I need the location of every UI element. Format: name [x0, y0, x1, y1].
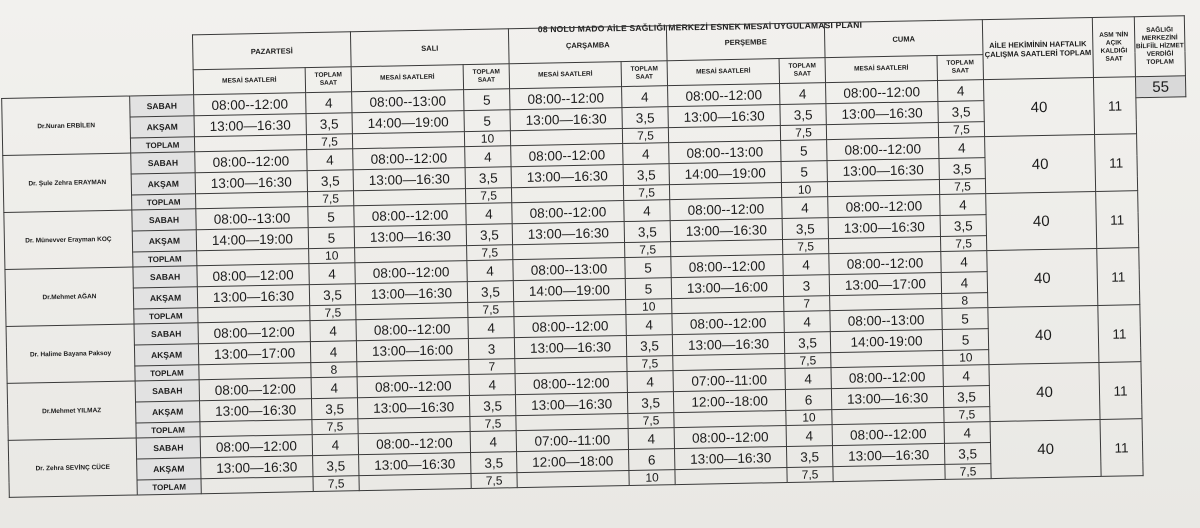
- evening-hours: 13:00—16:30: [672, 332, 784, 355]
- morning-hours: 08:00--12:00: [827, 137, 939, 160]
- day-total: 7,5: [310, 305, 356, 321]
- morning-total: 5: [625, 257, 671, 279]
- morning-total: 4: [470, 431, 516, 453]
- evening-hours: 14:00—19:00: [669, 162, 781, 185]
- evening-hours: 13:00—16:00: [356, 339, 468, 362]
- morning-total: 4: [784, 311, 830, 333]
- asm-hours: 11: [1097, 248, 1140, 306]
- label-evening: AKŞAM: [132, 230, 196, 252]
- day-total: 7,5: [312, 419, 358, 435]
- day-total: 8: [311, 362, 357, 378]
- evening-total: 3,5: [780, 104, 826, 126]
- doctor-name: Dr.Nuran ERBİLEN: [2, 96, 131, 155]
- label-morning: SABAH: [134, 323, 198, 345]
- morning-hours: 08:00--12:00: [511, 144, 623, 167]
- health-total-header: SAĞLIĞI MERKEZİNİ BİLFİİL HİZMET VERDİĞİ TOPLAM: [1134, 16, 1185, 77]
- day-total-blank: [201, 477, 313, 494]
- label-evening: AKŞAM: [131, 173, 195, 195]
- label-total: TOPLAM: [133, 251, 197, 267]
- evening-total: 3,5: [782, 218, 828, 240]
- morning-total: 5: [781, 140, 827, 162]
- day-total: 7,5: [780, 125, 826, 141]
- evening-total: 3,5: [938, 101, 984, 123]
- evening-total: 3,5: [626, 335, 672, 357]
- weekly-total: 40: [983, 78, 1094, 137]
- morning-hours: 08:00--12:00: [674, 425, 786, 448]
- evening-total: 3,5: [624, 221, 670, 243]
- label-evening: AKŞAM: [133, 287, 197, 309]
- evening-total: 5: [464, 110, 510, 132]
- evening-hours: 13:00—16:30: [511, 165, 623, 188]
- morning-hours: 08:00—12:00: [198, 321, 310, 344]
- morning-hours: 08:00--12:00: [358, 432, 470, 455]
- day-total: 10: [464, 131, 510, 147]
- day-header: ÇARŞAMBA: [508, 26, 667, 64]
- morning-total: 4: [941, 251, 987, 273]
- health-total-value: 55: [1135, 76, 1185, 98]
- day-total: 7,5: [625, 242, 671, 258]
- day-total: 10: [781, 182, 827, 198]
- day-total: 7,5: [787, 467, 833, 483]
- evening-hours: 12:00--18:00: [673, 389, 785, 412]
- evening-total: 3,5: [306, 113, 352, 135]
- morning-total: 4: [783, 254, 829, 276]
- doctor-name: Dr. Halime Bayana Paksoy: [6, 324, 135, 383]
- evening-hours: 13:00—16:30: [194, 114, 306, 137]
- morning-total: 5: [308, 206, 354, 228]
- evening-total: 5: [308, 227, 354, 249]
- evening-hours: 13:00—16:30: [353, 168, 465, 191]
- day-total: 7,5: [308, 191, 354, 207]
- morning-hours: 08:00--12:00: [354, 204, 466, 227]
- evening-total: 6: [629, 449, 675, 471]
- doctor-name: Dr.Mehmet AĞAN: [5, 267, 134, 326]
- schedule-body: [1, 16, 1194, 498]
- morning-hours: 08:00--13:00: [352, 90, 464, 113]
- health-empty: [1136, 118, 1186, 134]
- evening-hours: 13:00—17:00: [829, 272, 941, 295]
- evening-total: 3,5: [944, 443, 990, 465]
- day-total: 7: [469, 359, 515, 375]
- asm-hours: 11: [1096, 191, 1139, 249]
- evening-total: 3,5: [309, 284, 355, 306]
- morning-hours: 08:00—12:00: [199, 378, 311, 401]
- day-total: 7,5: [945, 464, 991, 480]
- evening-total: 3,5: [627, 392, 673, 414]
- evening-hours: 13:00—16:30: [357, 396, 469, 419]
- corner-cell: [1, 35, 194, 99]
- morning-total: 4: [938, 80, 984, 102]
- evening-hours: 14:00—19:00: [196, 228, 308, 251]
- day-total: 8: [942, 293, 988, 309]
- total-subheader: TOPLAM SAAT: [305, 67, 351, 93]
- label-morning: SABAH: [130, 95, 194, 117]
- morning-hours: 08:00--12:00: [514, 315, 626, 338]
- asm-hours: 11: [1100, 419, 1143, 477]
- page-title: 08 NOLU MADO AİLE SAĞLIĞI MERKEZİ ESNEK MESAİ UYGULAMASI PLANI: [537, 19, 863, 35]
- day-total: 7,5: [622, 128, 668, 144]
- morning-total: 4: [622, 86, 668, 108]
- health-empty: [1140, 304, 1191, 362]
- weekly-total: 40: [986, 191, 1097, 250]
- morning-total: 4: [309, 263, 355, 285]
- label-total: TOPLAM: [137, 479, 201, 495]
- evening-total: 4: [941, 272, 987, 294]
- total-subheader: TOPLAM SAAT: [937, 55, 983, 81]
- morning-hours: 08:00—12:00: [197, 264, 309, 287]
- label-morning: SABAH: [136, 437, 200, 459]
- evening-total: 3,5: [943, 386, 989, 408]
- evening-total: 3,5: [313, 455, 359, 477]
- evening-total: 3,5: [471, 452, 517, 474]
- evening-total: 3,5: [787, 446, 833, 468]
- total-subheader: TOPLAM SAAT: [463, 64, 509, 90]
- evening-total: 3,5: [466, 224, 512, 246]
- morning-hours: 08:00--12:00: [829, 251, 941, 274]
- evening-hours: 13:00—16:30: [197, 285, 309, 308]
- hours-subheader: MESAİ SAATLERİ: [509, 62, 621, 89]
- evening-total: 6: [785, 389, 831, 411]
- evening-hours: 13:00—16:30: [828, 215, 940, 238]
- label-morning: SABAH: [131, 152, 195, 174]
- day-header: CUMA: [824, 20, 983, 58]
- morning-hours: 08:00--12:00: [832, 422, 944, 445]
- morning-hours: 08:00--12:00: [512, 201, 624, 224]
- evening-total: 3,5: [465, 167, 511, 189]
- label-total: TOPLAM: [135, 365, 199, 381]
- health-empty: [1141, 361, 1192, 419]
- morning-total: 4: [940, 194, 986, 216]
- morning-total: 4: [782, 197, 828, 219]
- morning-total: 4: [780, 83, 826, 105]
- label-total: TOPLAM: [132, 194, 196, 210]
- evening-total: 3,5: [623, 164, 669, 186]
- morning-total: 4: [627, 371, 673, 393]
- weekly-total: 40: [988, 305, 1099, 364]
- evening-hours: 13:00—16:30: [831, 386, 943, 409]
- day-total: 7,5: [939, 179, 985, 195]
- morning-hours: 08:00--12:00: [826, 81, 938, 104]
- evening-hours: 13:00—16:30: [201, 456, 313, 479]
- evening-hours: 13:00—16:30: [826, 102, 938, 125]
- evening-hours: 13:00—16:30: [670, 219, 782, 242]
- morning-total: 4: [939, 137, 985, 159]
- evening-hours: 13:00—16:00: [671, 276, 783, 299]
- health-empty: [1138, 190, 1189, 248]
- day-total: 7,5: [468, 302, 514, 318]
- day-total-blank: [517, 471, 629, 488]
- evening-hours: 13:00—16:30: [510, 108, 622, 131]
- day-total: 10: [626, 299, 672, 315]
- weekly-total: 40: [990, 419, 1101, 478]
- morning-total: 4: [943, 365, 989, 387]
- health-empty: [1142, 418, 1193, 476]
- morning-total: 4: [468, 317, 514, 339]
- evening-total: 3,5: [467, 281, 513, 303]
- evening-total: 5: [942, 329, 988, 351]
- day-total: 7,5: [627, 356, 673, 372]
- health-empty: [1136, 97, 1186, 119]
- morning-total: 5: [942, 308, 988, 330]
- morning-total: 4: [311, 377, 357, 399]
- morning-total: 4: [626, 314, 672, 336]
- morning-hours: 08:00--12:00: [356, 318, 468, 341]
- evening-hours: 13:00—16:30: [515, 393, 627, 416]
- hours-subheader: MESAİ SAATLERİ: [193, 68, 305, 95]
- label-evening: AKŞAM: [137, 458, 201, 480]
- morning-hours: 08:00--12:00: [828, 194, 940, 217]
- asm-hours: 11: [1099, 362, 1142, 420]
- evening-total: 3,5: [622, 107, 668, 129]
- morning-total: 4: [466, 203, 512, 225]
- morning-total: 4: [786, 425, 832, 447]
- morning-total: 4: [624, 200, 670, 222]
- day-total: 10: [786, 410, 832, 426]
- label-total: TOPLAM: [136, 422, 200, 438]
- evening-total: 5: [625, 278, 671, 300]
- asm-hours: 11: [1095, 134, 1138, 192]
- evening-total: 3,5: [307, 170, 353, 192]
- hours-subheader: MESAİ SAATLERİ: [667, 59, 779, 86]
- label-evening: AKŞAM: [130, 116, 194, 138]
- day-total: 7,5: [313, 476, 359, 492]
- morning-hours: 08:00--13:00: [513, 258, 625, 281]
- morning-total: 4: [623, 143, 669, 165]
- day-total: 7,5: [306, 134, 352, 150]
- evening-hours: 13:00—16:30: [359, 453, 471, 476]
- morning-total: 4: [310, 320, 356, 342]
- morning-hours: 08:00--12:00: [357, 375, 469, 398]
- day-total: 10: [309, 248, 355, 264]
- morning-hours: 08:00--13:00: [669, 141, 781, 164]
- evening-hours: 13:00—16:30: [354, 225, 466, 248]
- morning-total: 4: [465, 146, 511, 168]
- day-total: 7,5: [940, 236, 986, 252]
- morning-hours: 08:00--12:00: [355, 261, 467, 284]
- evening-total: 3,5: [939, 158, 985, 180]
- evening-hours: 13:00—16:30: [195, 171, 307, 194]
- evening-total: 3,5: [311, 398, 357, 420]
- morning-total: 4: [628, 428, 674, 450]
- total-subheader: TOPLAM SAAT: [779, 58, 825, 84]
- day-total: 7,5: [623, 185, 669, 201]
- day-total: 10: [629, 470, 675, 486]
- day-total-blank: [675, 467, 787, 484]
- evening-total: 3,5: [784, 332, 830, 354]
- evening-hours: 13:00—16:30: [514, 336, 626, 359]
- morning-total: 4: [306, 92, 352, 114]
- weekly-total: 40: [985, 135, 1096, 194]
- asm-hours: 11: [1098, 305, 1141, 363]
- morning-hours: 08:00--12:00: [831, 365, 943, 388]
- doctor-name: Dr. Şule Zehra ERAYMAN: [3, 153, 132, 212]
- evening-hours: 14:00-19:00: [830, 329, 942, 352]
- morning-hours: 07:00--11:00: [516, 429, 628, 452]
- day-total: 7,5: [465, 188, 511, 204]
- label-evening: AKŞAM: [134, 344, 198, 366]
- evening-hours: 13:00—17:00: [198, 342, 310, 365]
- day-total: 7,5: [938, 122, 984, 138]
- evening-hours: 13:00—16:30: [827, 158, 939, 181]
- weekly-total: 40: [989, 362, 1100, 421]
- schedule-table-wrap: [0, 15, 1200, 528]
- evening-hours: 13:00—16:30: [832, 443, 944, 466]
- morning-total: 4: [467, 260, 513, 282]
- morning-total: 4: [785, 368, 831, 390]
- morning-hours: 08:00--12:00: [672, 312, 784, 335]
- morning-hours: 08:00--12:00: [194, 93, 306, 116]
- morning-total: 4: [307, 149, 353, 171]
- morning-hours: 08:00--12:00: [510, 87, 622, 110]
- evening-hours: 14:00—19:00: [352, 111, 464, 134]
- evening-total: 3,5: [469, 395, 515, 417]
- evening-hours: 13:00—16:30: [355, 282, 467, 305]
- day-header: PERŞEMBE: [666, 23, 825, 61]
- evening-total: 3: [468, 338, 514, 360]
- evening-hours: 13:00—16:30: [512, 222, 624, 245]
- asm-hours-header: ASM 'NİN AÇIK KALDIĞI SAAT: [1092, 17, 1135, 78]
- day-total: 7,5: [628, 413, 674, 429]
- doctor-name: Dr.Mehmet YILMAZ: [7, 381, 136, 440]
- morning-hours: 08:00--12:00: [668, 84, 780, 107]
- evening-total: 3: [783, 275, 829, 297]
- evening-hours: 12:00—18:00: [517, 450, 629, 473]
- morning-total: 5: [464, 89, 510, 111]
- label-morning: SABAH: [133, 266, 197, 288]
- day-total: 7,5: [470, 416, 516, 432]
- day-total: 7,5: [944, 407, 990, 423]
- day-total: 7,5: [471, 473, 517, 489]
- morning-total: 4: [944, 422, 990, 444]
- day-total: 7,5: [785, 353, 831, 369]
- morning-hours: 08:00--13:00: [830, 308, 942, 331]
- morning-hours: 08:00--13:00: [196, 207, 308, 230]
- morning-hours: 08:00—12:00: [200, 435, 312, 458]
- label-morning: SABAH: [132, 209, 196, 231]
- doctor-name: Dr. Zehra SEVİNÇ CÜCE: [8, 438, 137, 497]
- label-morning: SABAH: [135, 380, 199, 402]
- day-total: 7,5: [783, 239, 829, 255]
- morning-hours: 08:00--12:00: [195, 150, 307, 173]
- doctor-name: Dr. Münevver Erayman KOÇ: [4, 210, 133, 269]
- asm-hours: 11: [1093, 77, 1136, 135]
- morning-hours: 08:00--12:00: [670, 198, 782, 221]
- evening-total: 5: [781, 161, 827, 183]
- label-total: TOPLAM: [130, 137, 194, 153]
- evening-hours: 13:00—16:30: [668, 105, 780, 128]
- morning-hours: 08:00--12:00: [515, 372, 627, 395]
- day-header: SALI: [350, 29, 509, 67]
- hours-subheader: MESAİ SAATLERİ: [351, 65, 463, 92]
- health-empty: [1137, 133, 1188, 191]
- morning-hours: 07:00--11:00: [673, 368, 785, 391]
- schedule-table: [0, 15, 1194, 498]
- day-total-blank: [359, 474, 471, 491]
- total-subheader: TOPLAM SAAT: [621, 61, 667, 87]
- weekly-total: 40: [987, 248, 1098, 307]
- weekly-total-header: AİLE HEKİMİNİN HAFTALIK ÇALIŞMA SAATLERİ TOPLAM: [982, 18, 1093, 80]
- day-header: PAZARTESİ: [192, 32, 351, 70]
- health-empty: [1139, 247, 1190, 305]
- evening-hours: 14:00—19:00: [513, 279, 625, 302]
- evening-hours: 13:00—16:30: [675, 446, 787, 469]
- evening-total: 4: [310, 341, 356, 363]
- label-evening: AKŞAM: [136, 401, 200, 423]
- day-total-blank: [833, 464, 945, 481]
- day-total: 7: [784, 296, 830, 312]
- hours-subheader: MESAİ SAATLERİ: [825, 56, 937, 83]
- morning-total: 4: [469, 374, 515, 396]
- morning-hours: 08:00--12:00: [353, 147, 465, 170]
- evening-hours: 13:00—16:30: [200, 399, 312, 422]
- morning-hours: 08:00--12:00: [671, 255, 783, 278]
- label-total: TOPLAM: [134, 308, 198, 324]
- day-total: 7,5: [467, 245, 513, 261]
- evening-total: 3,5: [940, 215, 986, 237]
- day-total: 10: [943, 350, 989, 366]
- morning-total: 4: [312, 434, 358, 456]
